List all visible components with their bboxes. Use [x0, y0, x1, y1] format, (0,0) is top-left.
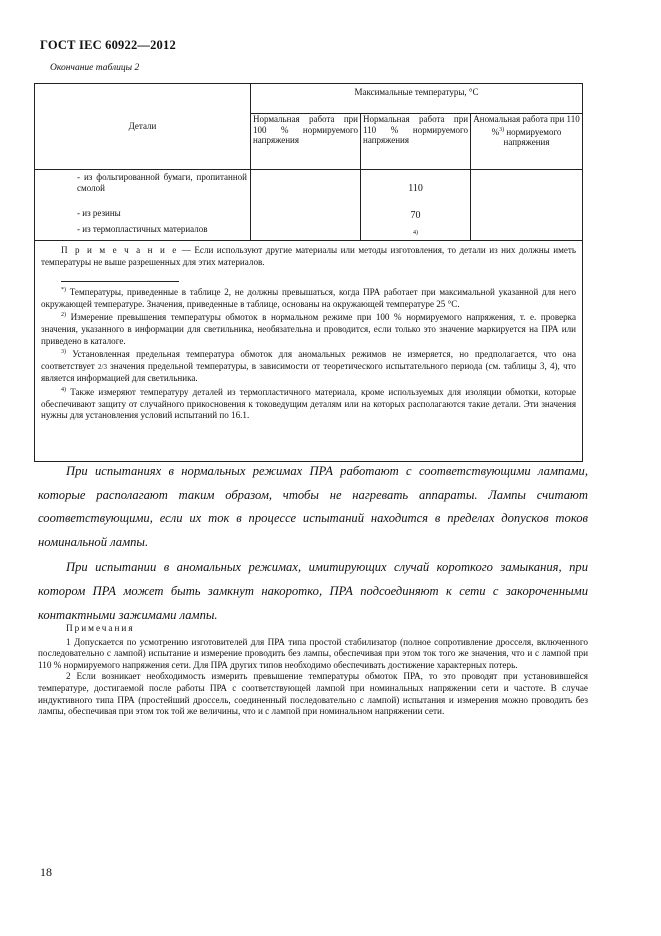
- row-label-foil-paper: - из фольгированной бумаги, пропитанной смолой: [35, 170, 251, 208]
- footnote-4-mark: 4): [61, 386, 66, 393]
- note-text: — Если используют другие материалы или методы изготовления, то детали из них должны иметь температуры не выше разрешенных для этих материалов.: [41, 245, 576, 267]
- footnote-2-text: Измерение превышения температуры обмоток в нормальном режиме при 100 % нормируемого напряжения, т. е. проверка значения, указанного в информации для светильника, необязательна и проводится, если только это значение маркируется на ПРА или приведено в каталоге.: [41, 312, 576, 346]
- note-2: 2 Если возникает необходимость измерить превышение температуры обмоток ПРА, то это проводят при установившейся температуре, достигаемой после работы ПРА с соответствующей лампой при номинальных напряжении сети и частоте. В случае индуктивного типа ПРА (простейший дроссель, соединенный последовательно с лампой) испытания и измерения можно проводить без лампы, обеспечивая при этом ток той же величины, что и с лампой при номинальном напряжении сети.: [38, 671, 588, 717]
- table-header-abnormal-110: [471, 114, 583, 170]
- table-header-max-temp: Максимальные температуры, °С: [250, 84, 582, 114]
- row-value-rubber: 70: [361, 208, 471, 224]
- note-label: П р и м е ч а н и е: [61, 245, 179, 255]
- footnote-3-text-a: Установленная предельная температура обмоток для аномальных режимов не измеряется, но предполагается, что она соответствует: [41, 349, 576, 371]
- table-row: [35, 208, 583, 224]
- temperature-table: [34, 83, 583, 462]
- page-number: 18: [40, 865, 52, 879]
- footnote-2: [41, 310, 576, 347]
- row-label-rubber: - из резины: [35, 208, 251, 224]
- footnote-3-text-b: значения предельной температуры, в зависимости от теоретического испытательного периода (см. таблицы 3, 4), что является информацией для светильника.: [41, 360, 576, 384]
- footnote-3-mark: 3): [61, 349, 66, 356]
- notes-title: Примечания: [66, 623, 135, 633]
- footnote-divider: [61, 281, 179, 282]
- table-caption: Окончание таблицы 2: [50, 63, 140, 73]
- note-1: 1 Допускается по усмотрению изготовителей для ПРА типа простой стабилизатор (полное сопротивление дросселя, включенного последовательно с лампой) испытание и измерение проводить без лампы, обеспечивая при этом ток того же значения, что и с лампой при 110 % нормируемого напряжения сети. Для ПРА других типов необходимо обеспечивать достижение характерных потерь.: [38, 636, 588, 670]
- table-header-normal-100: Нормальная работа при 100 % нормируемого напряжения: [250, 114, 360, 170]
- table-header-normal-110: Нормальная работа при 110 % нормируемого напряжения: [361, 114, 471, 170]
- table-header-parts: Детали: [35, 84, 251, 170]
- row-value-thermoplastic: 4): [361, 224, 471, 241]
- footnote-3: [41, 347, 576, 385]
- row-value-foil-paper: 110: [361, 170, 471, 208]
- abnormal-header-pre: Аномальная работа при 110 %: [473, 114, 580, 137]
- footnote-3-fraction: 2/3: [98, 362, 107, 371]
- notes-section: [38, 623, 588, 718]
- body-paragraph-1: При испытаниях в нормальных режимах ПРА работают с соответствующими лампами, которые располагают таким образом, чтобы не нагревать аппараты. Лампы считают соответствующими, если их ток в процессе испытаний находится в пределах допусков токов номинальной лампы.: [38, 464, 588, 549]
- row-label-thermoplastic: - из термопластичных материалов: [35, 224, 251, 241]
- footnote-2-mark: 2): [61, 312, 66, 319]
- abnormal-header-sup: 3): [499, 126, 505, 133]
- document-header: ГОСТ IEC 60922—2012: [40, 38, 176, 52]
- body-text: [38, 460, 588, 627]
- abnormal-header-post: нормируемого напряжения: [503, 126, 562, 147]
- footnote-4-text: Также измеряют температуру деталей из термопластичного материала, кроме используемых для изоляции обмотки, которые обеспечивают защиту от случайного прикосновения к токоведущим деталям или на которых располагаются такие детали. Эти значения нужны для установления условий испытаний по 16.1.: [41, 386, 576, 421]
- footnote-1-mark: *): [61, 287, 66, 294]
- footnote-4: [41, 385, 576, 422]
- body-paragraph-2: При испытании в аномальных режимах, имитирующих случай короткого замыкания, при котором ПРА может быть замкнут накоротко, ПРА подсоединяют к сети с закороченными контактными зажимами лампы.: [38, 560, 588, 622]
- table-notes-cell: [35, 241, 583, 462]
- table-row: [35, 224, 583, 241]
- footnote-1: [41, 285, 576, 310]
- table-row: [35, 170, 583, 208]
- footnote-1-text: Температуры, приведенные в таблице 2, не должны превышаться, когда ПРА работает при максимальной указанной для него окружающей температуре. Значения, приведенные в таблице, основаны на окружающей температуре 25 °С.: [41, 287, 576, 309]
